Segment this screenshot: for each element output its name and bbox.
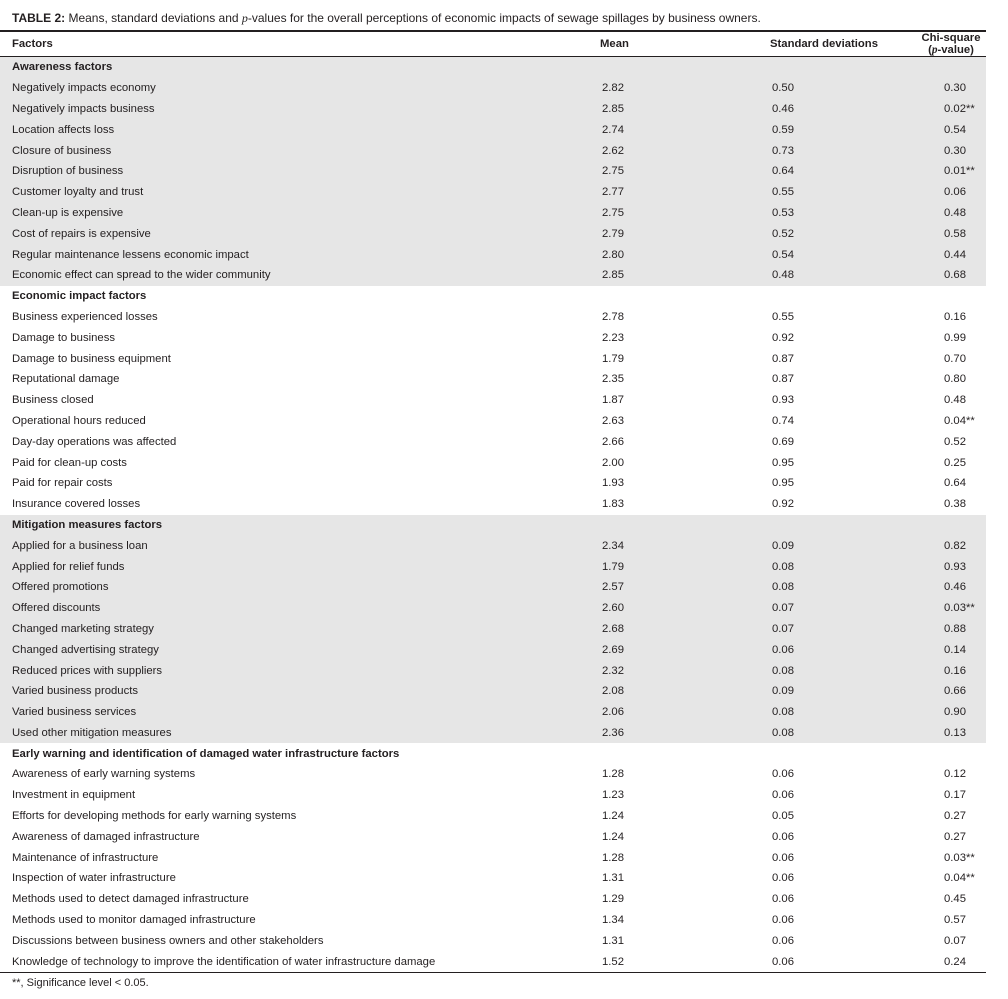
- p-value-cell: 0.52: [944, 435, 966, 448]
- sd-cell: 0.55: [772, 310, 794, 323]
- sd-cell: 0.87: [772, 373, 794, 386]
- mean-cell: 2.00: [602, 456, 624, 469]
- table-row: [0, 411, 986, 432]
- table-row: [0, 660, 986, 681]
- mean-cell: 1.79: [602, 352, 624, 365]
- table-row: [0, 223, 986, 244]
- p-value-cell: 0.93: [916, 556, 986, 577]
- table-row: [0, 307, 986, 328]
- factor-cell: Day-day operations was affected: [12, 435, 177, 448]
- table-caption: [12, 11, 761, 26]
- sd-cell: 0.08: [732, 702, 916, 723]
- sd-cell: 0.08: [732, 660, 916, 681]
- mean-cell: 1.28: [602, 851, 624, 864]
- factor-cell: Offered promotions: [0, 577, 572, 598]
- factor-cell: Varied business services: [0, 702, 572, 723]
- factor-cell: Methods used to detect damaged infrastructure: [12, 893, 249, 906]
- section-title: Mitigation measures factors: [0, 515, 986, 536]
- sd-cell: 0.54: [732, 244, 916, 265]
- factor-cell: Offered discounts: [0, 598, 572, 619]
- p-value-cell: 0.02**: [916, 99, 986, 120]
- table-row: [0, 598, 986, 619]
- p-value-cell: 0.66: [916, 681, 986, 702]
- p-value-cell: 0.46: [916, 577, 986, 598]
- table-row: [0, 140, 986, 161]
- table-row: [0, 369, 986, 390]
- factor-cell: Awareness of early warning systems: [12, 768, 196, 781]
- sd-cell: 0.53: [732, 203, 916, 224]
- mean-cell: 2.60: [572, 598, 732, 619]
- p-value-cell: 0.12: [944, 768, 966, 781]
- section-header-row: [0, 515, 986, 536]
- sd-cell: 0.06: [772, 914, 794, 927]
- mean-cell: 2.69: [572, 639, 732, 660]
- factor-cell: Business experienced losses: [12, 310, 158, 323]
- section-header-row: [0, 286, 986, 307]
- table-row: [0, 203, 986, 224]
- table-row: [0, 785, 986, 806]
- section-header-row: [0, 743, 986, 764]
- table-row: [0, 244, 986, 265]
- p-value-cell: 0.16: [916, 660, 986, 681]
- table-row: [0, 99, 986, 120]
- mean-cell: 2.75: [572, 161, 732, 182]
- mean-cell: 2.85: [572, 99, 732, 120]
- factor-cell: Business closed: [12, 394, 94, 407]
- p-value-cell: 0.80: [944, 373, 966, 386]
- sd-cell: 0.09: [732, 535, 916, 556]
- p-value-cell: 0.13: [916, 723, 986, 744]
- sd-cell: 0.64: [732, 161, 916, 182]
- header-chi-p: p: [931, 44, 938, 56]
- p-value-cell: 0.54: [916, 119, 986, 140]
- header-sd: Standard deviations: [770, 38, 878, 50]
- caption-text-after: -values for the overall perceptions of economic impacts of sewage spillages by business owners.: [247, 11, 761, 25]
- table-row: [0, 535, 986, 556]
- table-row: [0, 327, 986, 348]
- mean-cell: 1.31: [602, 934, 624, 947]
- sd-cell: 0.95: [772, 456, 794, 469]
- p-value-cell: 0.68: [916, 265, 986, 286]
- factor-cell: Used other mitigation measures: [0, 723, 572, 744]
- table-row: [0, 930, 986, 951]
- factor-cell: Inspection of water infrastructure: [12, 872, 176, 885]
- sd-cell: 0.87: [772, 352, 794, 365]
- table-row: [0, 577, 986, 598]
- sd-cell: 0.52: [732, 223, 916, 244]
- p-value-cell: 0.01**: [916, 161, 986, 182]
- factor-cell: Negatively impacts economy: [0, 78, 572, 99]
- p-value-cell: 0.48: [944, 394, 966, 407]
- p-value-cell: 0.64: [944, 477, 966, 490]
- mean-cell: 2.82: [572, 78, 732, 99]
- factor-cell: Closure of business: [0, 140, 572, 161]
- p-value-cell: 0.30: [916, 140, 986, 161]
- mean-cell: 2.06: [572, 702, 732, 723]
- factor-cell: Changed advertising strategy: [0, 639, 572, 660]
- p-value-cell: 0.24: [944, 955, 966, 968]
- table-row: [0, 847, 986, 868]
- table-row: [0, 619, 986, 640]
- factor-cell: Awareness of damaged infrastructure: [12, 830, 200, 843]
- mean-cell: 2.36: [572, 723, 732, 744]
- p-value-cell: 0.57: [944, 914, 966, 927]
- footnote: **, Significance level < 0.05.: [12, 977, 149, 989]
- p-value-cell: 0.38: [944, 498, 966, 511]
- caption-text: Means, standard deviations and: [65, 11, 242, 25]
- caption-p: p: [241, 11, 248, 25]
- sd-cell: 0.09: [732, 681, 916, 702]
- sd-cell: 0.06: [772, 851, 794, 864]
- factor-cell: Customer loyalty and trust: [0, 182, 572, 203]
- section-title: Awareness factors: [0, 57, 986, 78]
- factor-cell: Reputational damage: [12, 373, 120, 386]
- header-factors: Factors: [12, 38, 53, 50]
- caption-label: TABLE 2:: [12, 11, 66, 25]
- mean-cell: 2.80: [572, 244, 732, 265]
- table-row: [0, 889, 986, 910]
- table-row: [0, 826, 986, 847]
- mean-cell: 2.23: [602, 331, 624, 344]
- mean-cell: 2.57: [572, 577, 732, 598]
- p-value-cell: 0.30: [916, 78, 986, 99]
- p-value-cell: 0.06: [916, 182, 986, 203]
- table-row: [0, 868, 986, 889]
- factor-cell: Negatively impacts business: [0, 99, 572, 120]
- mean-cell: 1.24: [602, 830, 624, 843]
- sd-cell: 0.74: [772, 414, 794, 427]
- factor-cell: Varied business products: [0, 681, 572, 702]
- mean-cell: 2.85: [572, 265, 732, 286]
- mean-cell: 2.08: [572, 681, 732, 702]
- sd-cell: 0.48: [732, 265, 916, 286]
- factor-cell: Regular maintenance lessens economic impact: [0, 244, 572, 265]
- mean-cell: 2.77: [572, 182, 732, 203]
- mean-cell: 1.29: [602, 893, 624, 906]
- mean-cell: 1.87: [602, 394, 624, 407]
- header-row: [0, 31, 986, 57]
- p-value-cell: 0.14: [916, 639, 986, 660]
- mean-cell: 2.32: [572, 660, 732, 681]
- sd-cell: 0.55: [732, 182, 916, 203]
- sd-cell: 0.69: [772, 435, 794, 448]
- factor-cell: Disruption of business: [0, 161, 572, 182]
- sd-cell: 0.92: [772, 498, 794, 511]
- p-value-cell: 0.16: [944, 310, 966, 323]
- section-header-row: [0, 57, 986, 78]
- table-row: [0, 78, 986, 99]
- factor-cell: Maintenance of infrastructure: [12, 851, 159, 864]
- p-value-cell: 0.27: [944, 810, 966, 823]
- mean-cell: 1.31: [602, 872, 624, 885]
- mean-cell: 2.75: [572, 203, 732, 224]
- factor-cell: Paid for repair costs: [12, 477, 113, 490]
- factor-cell: Damage to business: [12, 331, 115, 344]
- table-row: [0, 910, 986, 931]
- sd-cell: 0.06: [772, 934, 794, 947]
- sd-cell: 0.06: [772, 768, 794, 781]
- p-value-cell: 0.07: [944, 934, 966, 947]
- mean-cell: 1.24: [602, 810, 624, 823]
- mean-cell: 2.78: [602, 310, 624, 323]
- header-chi-text: Chi-square (: [921, 32, 981, 56]
- table-row: [0, 951, 986, 972]
- table-row: [0, 806, 986, 827]
- p-value-cell: 0.04**: [944, 414, 975, 427]
- factor-cell: Insurance covered losses: [12, 498, 141, 511]
- table-row: [0, 473, 986, 494]
- p-value-cell: 0.48: [916, 203, 986, 224]
- p-value-cell: 0.58: [916, 223, 986, 244]
- table-row: [0, 390, 986, 411]
- sd-cell: 0.06: [732, 639, 916, 660]
- sd-cell: 0.50: [732, 78, 916, 99]
- factor-cell: Changed marketing strategy: [0, 619, 572, 640]
- mean-cell: 2.74: [572, 119, 732, 140]
- mean-cell: 1.28: [602, 768, 624, 781]
- table-row: [0, 556, 986, 577]
- sd-cell: 0.06: [772, 955, 794, 968]
- table-row: [0, 494, 986, 515]
- mean-cell: 1.83: [602, 498, 624, 511]
- sd-cell: 0.08: [732, 577, 916, 598]
- table-row: [0, 639, 986, 660]
- sd-cell: 0.06: [772, 872, 794, 885]
- table-row: [0, 723, 986, 744]
- mean-cell: 1.34: [602, 914, 624, 927]
- section-title: Economic impact factors: [12, 290, 147, 303]
- sd-cell: 0.46: [732, 99, 916, 120]
- p-value-cell: 0.27: [944, 830, 966, 843]
- header-chi: [916, 31, 986, 57]
- factor-cell: Knowledge of technology to improve the identification of water infrastructure damage: [12, 955, 436, 968]
- sd-cell: 0.93: [772, 394, 794, 407]
- factor-cell: Discussions between business owners and other stakeholders: [12, 934, 324, 947]
- sd-cell: 0.06: [772, 893, 794, 906]
- sd-cell: 0.92: [772, 331, 794, 344]
- table-row: [0, 119, 986, 140]
- p-value-cell: 0.03**: [916, 598, 986, 619]
- sd-cell: 0.08: [732, 723, 916, 744]
- p-value-cell: 0.88: [916, 619, 986, 640]
- sd-cell: 0.95: [772, 477, 794, 490]
- mean-cell: 1.52: [602, 955, 624, 968]
- section-title: Early warning and identification of damaged water infrastructure factors: [12, 747, 400, 760]
- mean-cell: 1.23: [602, 789, 624, 802]
- table-row: [0, 452, 986, 473]
- header-mean: Mean: [600, 38, 629, 50]
- factor-cell: Clean-up is expensive: [0, 203, 572, 224]
- sd-cell: 0.05: [772, 810, 794, 823]
- p-value-cell: 0.45: [944, 893, 966, 906]
- mean-cell: 2.34: [572, 535, 732, 556]
- sd-cell: 0.07: [732, 598, 916, 619]
- factor-cell: Applied for relief funds: [0, 556, 572, 577]
- sd-cell: 0.07: [732, 619, 916, 640]
- table-row: [0, 431, 986, 452]
- table-row: [0, 764, 986, 785]
- sd-cell: 0.06: [772, 789, 794, 802]
- p-value-cell: 0.03**: [944, 851, 975, 864]
- factor-cell: Reduced prices with suppliers: [0, 660, 572, 681]
- mean-cell: 2.35: [602, 373, 624, 386]
- mean-cell: 2.68: [572, 619, 732, 640]
- table-row: [0, 161, 986, 182]
- factor-cell: Operational hours reduced: [12, 414, 146, 427]
- factor-cell: Applied for a business loan: [0, 535, 572, 556]
- header-chi-text-after: -value): [937, 44, 974, 56]
- factor-cell: Cost of repairs is expensive: [0, 223, 572, 244]
- factor-cell: Economic effect can spread to the wider community: [0, 265, 572, 286]
- factor-cell: Efforts for developing methods for early warning systems: [12, 810, 297, 823]
- mean-cell: 2.62: [572, 140, 732, 161]
- p-value-cell: 0.04**: [944, 872, 975, 885]
- mean-cell: 2.79: [572, 223, 732, 244]
- factor-cell: Location affects loss: [0, 119, 572, 140]
- p-value-cell: 0.17: [944, 789, 966, 802]
- factor-cell: Paid for clean-up costs: [12, 456, 127, 469]
- p-value-cell: 0.99: [944, 331, 966, 344]
- table-row: [0, 348, 986, 369]
- mean-cell: 1.79: [572, 556, 732, 577]
- p-value-cell: 0.90: [916, 702, 986, 723]
- p-value-cell: 0.44: [916, 244, 986, 265]
- table-row: [0, 265, 986, 286]
- factor-cell: Methods used to monitor damaged infrastructure: [12, 914, 256, 927]
- sd-cell: 0.73: [732, 140, 916, 161]
- table-row: [0, 702, 986, 723]
- mean-cell: 1.93: [602, 477, 624, 490]
- p-value-cell: 0.70: [944, 352, 966, 365]
- table-row: [0, 681, 986, 702]
- table-row: [0, 182, 986, 203]
- sd-cell: 0.59: [732, 119, 916, 140]
- sd-cell: 0.08: [732, 556, 916, 577]
- mean-cell: 2.63: [602, 414, 624, 427]
- mean-cell: 2.66: [602, 435, 624, 448]
- factor-cell: Damage to business equipment: [12, 352, 171, 365]
- p-value-cell: 0.25: [944, 456, 966, 469]
- results-table: [0, 30, 986, 973]
- p-value-cell: 0.82: [916, 535, 986, 556]
- factor-cell: Investment in equipment: [12, 789, 136, 802]
- sd-cell: 0.06: [772, 830, 794, 843]
